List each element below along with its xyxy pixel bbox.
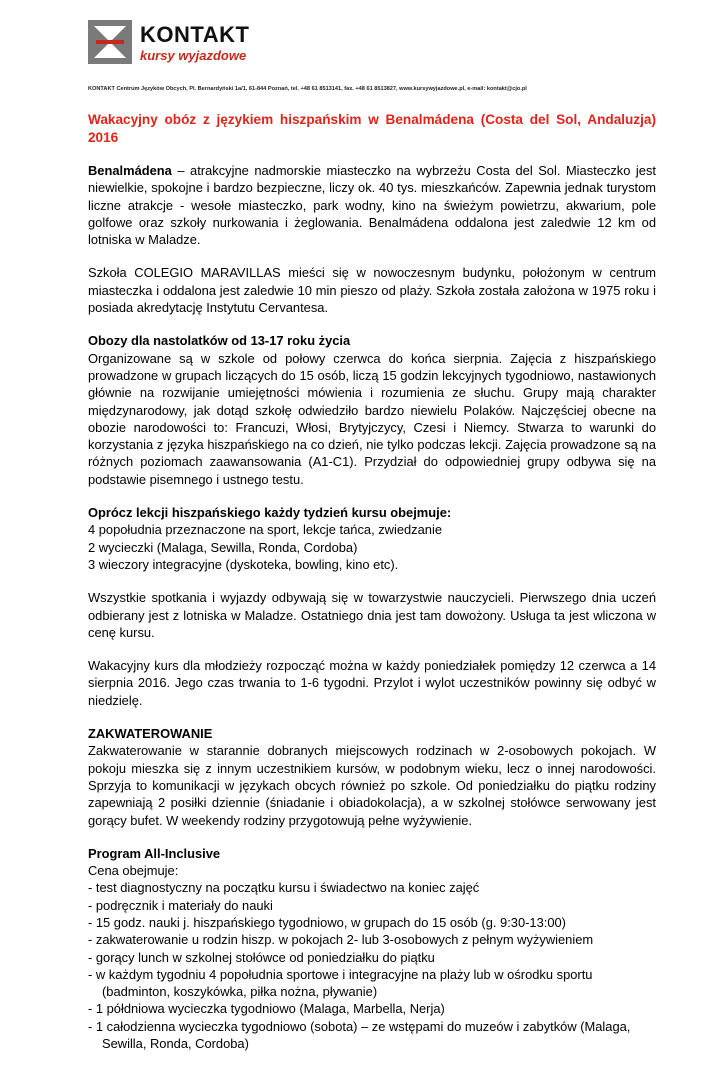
program-item [88, 931, 656, 948]
extras-heading: Oprócz lekcji hiszpańskiego każdy tydzień kursu obejmuje: [88, 505, 452, 521]
program-item-text: - 1 całodzienna wycieczka tygodniowo (sobota) – ze wstępami do muzeów i zabytków (Malaga, [88, 1018, 631, 1034]
program-item-text: - w każdym tygodniu 4 popołudnia sportowe i integracyjne na plaży lub w ośrodku sportu [88, 966, 593, 982]
program-item [88, 914, 656, 931]
logo-tagline: kursy wyjazdowe [140, 48, 247, 63]
document-body [88, 111, 656, 1068]
intro-lead: Benalmádena [88, 163, 172, 178]
accommodation-section [88, 725, 656, 829]
kontakt-logo-mark [88, 20, 132, 64]
trips-paragraph: Wszystkie spotkania i wyjazdy odbywają się w towarzystwie nauczycieli. Pierwszego dnia uczeń odbierany jest z lotniska w Maladze. Ostatniego dnia jest tam dowożony. Usługa ta jest wliczona w cenę kursu. [88, 590, 656, 640]
extras-item: 4 popołudnia przeznaczone na sport, lekcje tańca, zwiedzanie [88, 522, 443, 538]
program-item [88, 879, 656, 896]
program-item-text: - 1 półdniowa wycieczka tygodniowo (Malaga, Marbella, Nerja) [88, 1001, 445, 1017]
intro-paragraph [88, 162, 656, 248]
teens-text: Organizowane są w szkole od połowy czerwca do końca sierpnia. Zajęcia z hiszpańskiego prowadzone w grupach liczących do 15 osób, liczą 15 godzin lekcyjnych tygodniowo, nastawionych głównie na rozwijanie umiejętności mówienia i rozumienia ze słuchu. Grupy mają charakter międzynarodowy, jak dotąd szkołę odwiedziło bardzo niewielu Polaków. Najczęściej obecne na obozie narodowości to: Francuzi, Włosi, Brytyjczycy, Czesi i Niemcy. Stwarza to warunki do korzystania z języka hiszpańskiego na co dzień, nie tylko podczas lekcji. Zajęcia prowadzone są na różnych poziomach zaawansowania (A1-C1). Przydział do odpowiedniej grupy odbywa się na podstawie pisemnego i ustnego testu. [88, 350, 656, 487]
logo-name: KONTAKT [140, 22, 250, 47]
program-item-continuation: Sewilla, Ronda, Cordoba) [102, 1036, 249, 1052]
extras-item: 3 wieczory integracyjne (dyskoteka, bowling, kino etc). [88, 556, 399, 572]
program-item [88, 897, 656, 914]
document-title: Wakacyjny obóz z językiem hiszpańskim w Benalmádena (Costa del Sol, Andaluzja) 2016 [88, 112, 656, 145]
program-item-continuation: (badminton, koszykówka, piłka nożna, pływanie) [102, 984, 378, 1000]
program-item-text: - gorący lunch w szkolnej stołówce od poniedziałku do piątku [88, 949, 435, 965]
start-paragraph: Wakacyjny kurs dla młodzieży rozpocząć można w każdy poniedziałek pomiędzy 12 czerwca a 14 sierpnia 2016. Jego czas trwania to 1-6 tygodni. Przylot i wylot uczestników powinny się odbyć w niedzielę. [88, 658, 656, 708]
program-item-text: - test diagnostyczny na początku kursu i świadectwo na koniec zajęć [88, 880, 480, 896]
program-item-text: - podręcznik i materiały do nauki [88, 897, 273, 913]
program-intro: Cena obejmuje: [88, 863, 179, 879]
header-contact-info: KONTAKT Centrum Języków Obcych, Pl. Bernardyński 1a/1, 61-844 Poznań, tel. +48 61 8513141, fax. +48 61 8513827, www.kursywyjazdowe.pl, e-mail: kontakt@cjo.pl [88, 86, 527, 92]
teens-section [88, 332, 656, 488]
extras-item: 2 wycieczki (Malaga, Sewilla, Ronda, Cordoba) [88, 539, 358, 555]
program-item [88, 1018, 656, 1053]
accommodation-text: Zakwaterowanie w starannie dobranych miejscowych rodzinach w 2-osobowych pokojach. W pokoju mieszka się z innym uczestnikiem kursów, w podobnym wieku, lecz o innej narodowości. Sprzyja to komunikacji w językach obcych również po szkole. Od poniedziałku do piątku rodziny zapewniają 2 posiłki dziennie (śniadanie i obiadokolacja), a w szkolnej stołówce serwowany jest gorący bufet. W weekendy rodziny przygotowują pełne wyżywienie. [88, 743, 656, 828]
program-item [88, 949, 656, 966]
teens-heading: Obozy dla nastolatków od 13-17 roku życia [88, 333, 351, 349]
program-section [88, 845, 656, 1053]
school-paragraph: Szkoła COLEGIO MARAVILLAS mieści się w nowoczesnym budynku, położonym w centrum miasteczka i oddalona jest zaledwie 10 min pieszo od plaży. Szkoła została założona w 1975 roku i posiada akredytację Instytutu Cervantesa. [88, 265, 656, 316]
extras-section [88, 504, 656, 573]
program-heading: Program All-Inclusive [88, 845, 221, 861]
program-item-text: - zakwaterowanie u rodzin hiszp. w pokojach 2- lub 3-osobowych z pełnym wyżywieniem [88, 932, 594, 948]
program-item [88, 1000, 656, 1017]
intro-text: – atrakcyjne nadmorskie miasteczko na wybrzeżu Costa del Sol. Miasteczko jest niewielkie, spokojne i bardzo bezpieczne, liczy ok. 40 tys. mieszkańców. Zapewnia jednak turystom liczne atrakcje - wesołe miasteczko, park wodny, kino na świeżym powietrzu, akwarium, pole golfowe oraz szkoły nurkowania i żeglowania. Benalmádena oddalona jest zaledwie 12 km od lotniska w Maladze. [88, 163, 656, 248]
program-item [88, 966, 656, 1001]
program-item-text: - 15 godz. nauki j. hiszpańskiego tygodniowo, w grupach do 15 osób (g. 9:30-13:00) [88, 914, 566, 930]
accommodation-heading: ZAKWATEROWANIE [88, 726, 213, 742]
company-logo [88, 20, 268, 78]
